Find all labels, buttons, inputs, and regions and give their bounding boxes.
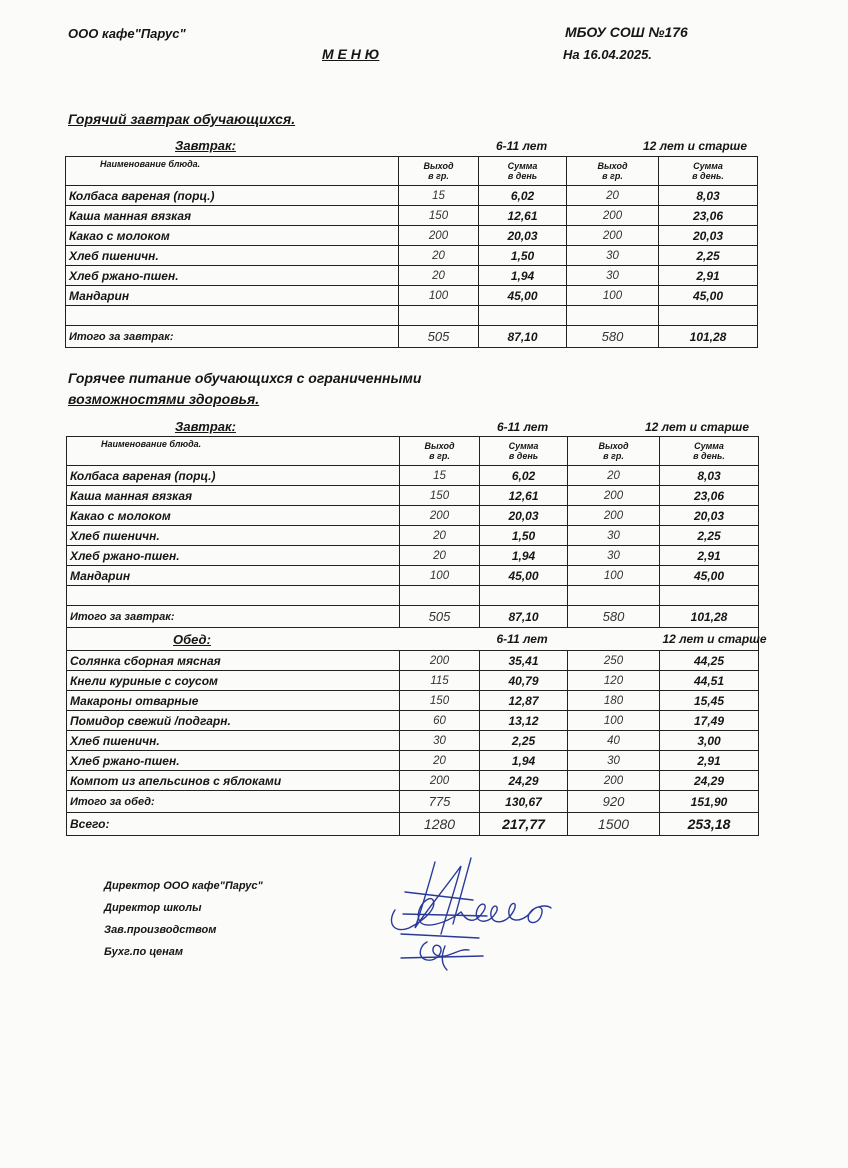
dish-output: 250 — [568, 651, 660, 671]
dish-sum: 2,25 — [660, 526, 759, 546]
dish-output: 30 — [567, 266, 659, 286]
dish-output: 200 — [568, 506, 660, 526]
lunch-meal-label: Обед: — [173, 631, 211, 647]
table-row — [67, 671, 759, 691]
dish-sum: 45,00 — [659, 286, 758, 306]
dish-sum: 2,91 — [659, 266, 758, 286]
table-row — [66, 266, 758, 286]
dish-output: 40 — [568, 731, 660, 751]
table-row — [67, 711, 759, 731]
dish-name: Колбаса вареная (порц.) — [67, 466, 400, 486]
dish-output: 100 — [568, 711, 660, 731]
dish-sum: 20,03 — [479, 226, 567, 246]
table-row — [67, 466, 759, 486]
dish-output: 20 — [567, 186, 659, 206]
col-output-header — [568, 437, 660, 466]
dish-sum: 15,45 — [660, 691, 759, 711]
dish-name: Каша манная вязкая — [66, 206, 399, 226]
dish-sum: 2,25 — [480, 731, 568, 751]
total-row — [66, 326, 758, 348]
dish-output: 100 — [399, 286, 479, 306]
dish-output: 30 — [567, 246, 659, 266]
col-sum-label-1: Сумма — [507, 161, 538, 171]
table-row — [67, 486, 759, 506]
table-header-row — [67, 437, 759, 466]
section2-title-line1: Горячее питание обучающихся с ограниченными — [68, 370, 422, 386]
dish-output: 200 — [400, 651, 480, 671]
col-sum-label-1: Сумма — [693, 161, 723, 171]
dish-sum: 45,00 — [480, 566, 568, 586]
blank-row — [66, 306, 758, 326]
dish-output: 180 — [568, 691, 660, 711]
total-row — [67, 606, 759, 628]
total-sum: 87,10 — [479, 326, 567, 348]
total-output: 505 — [399, 326, 479, 348]
col-output-label-2: в гр. — [603, 451, 624, 461]
dish-sum: 2,91 — [660, 751, 759, 771]
table-row — [67, 546, 759, 566]
col-output-label-1: Выход — [597, 161, 628, 171]
total-label: Итого за завтрак: — [67, 606, 400, 628]
total-sum: 101,28 — [659, 326, 758, 348]
table-row — [67, 526, 759, 546]
section2-title-line2: возможностями здоровья. — [68, 391, 260, 407]
menu-date: На 16.04.2025. — [563, 47, 652, 62]
dish-sum: 23,06 — [660, 486, 759, 506]
dish-output: 20 — [399, 246, 479, 266]
grand-total-row — [67, 813, 759, 836]
dish-sum: 1,94 — [480, 751, 568, 771]
table-row — [67, 751, 759, 771]
table-row — [66, 286, 758, 306]
dish-sum: 45,00 — [660, 566, 759, 586]
dish-sum: 8,03 — [659, 186, 758, 206]
section2-meal-label: Завтрак: — [175, 419, 236, 434]
dish-sum: 12,61 — [479, 206, 567, 226]
col-output-label-2: в гр. — [428, 171, 449, 181]
dish-sum: 20,03 — [659, 226, 758, 246]
col-sum-header — [659, 157, 758, 186]
col-name-header — [67, 437, 400, 466]
dish-output: 200 — [399, 226, 479, 246]
col-name-label: Наименование блюда. — [100, 159, 201, 169]
section1-breakfast-table — [65, 156, 758, 348]
lunch-age-group-2: 12 лет и старше — [662, 632, 767, 646]
dish-sum: 24,29 — [660, 771, 759, 791]
total-sum: 130,67 — [480, 791, 568, 813]
dish-output: 200 — [567, 226, 659, 246]
dish-sum: 44,25 — [660, 651, 759, 671]
dish-sum: 17,49 — [660, 711, 759, 731]
col-sum-label-2: в день. — [693, 451, 725, 461]
col-output-label-1: Выход — [598, 441, 629, 451]
dish-output: 20 — [399, 266, 479, 286]
dish-output: 30 — [568, 546, 660, 566]
dish-sum: 20,03 — [660, 506, 759, 526]
dish-output: 200 — [400, 771, 480, 791]
col-sum-header — [480, 437, 568, 466]
total-sum: 87,10 — [480, 606, 568, 628]
dish-sum: 6,02 — [480, 466, 568, 486]
dish-output: 200 — [567, 206, 659, 226]
dish-output: 15 — [399, 186, 479, 206]
total-label: Итого за завтрак: — [66, 326, 399, 348]
total-output: 505 — [400, 606, 480, 628]
col-sum-label-2: в день — [508, 451, 539, 461]
col-output-label-1: Выход — [423, 161, 454, 171]
col-output-header — [399, 157, 479, 186]
col-output-label-2: в гр. — [429, 451, 450, 461]
table-row — [67, 566, 759, 586]
signature-line-cafe-director: Директор ООО кафе"Парус" — [104, 880, 263, 892]
dish-name: Кнели куриные с соусом — [67, 671, 400, 691]
grand-total-output: 1500 — [568, 813, 660, 836]
handwritten-signature — [375, 850, 565, 975]
table-row — [66, 206, 758, 226]
dish-sum: 1,50 — [479, 246, 567, 266]
signature-line-accountant: Бухг.по ценам — [104, 946, 183, 958]
dish-name: Хлеб ржано-пшен. — [67, 546, 400, 566]
dish-sum: 1,50 — [480, 526, 568, 546]
dish-sum: 12,61 — [480, 486, 568, 506]
col-output-label-1: Выход — [424, 441, 455, 451]
total-row — [67, 791, 759, 813]
table-row — [66, 186, 758, 206]
dish-sum: 24,29 — [480, 771, 568, 791]
dish-name: Мандарин — [67, 566, 400, 586]
total-sum: 101,28 — [660, 606, 759, 628]
total-sum: 151,90 — [660, 791, 759, 813]
dish-name: Хлеб ржано-пшен. — [67, 751, 400, 771]
dish-name: Хлеб пшеничн. — [67, 526, 400, 546]
dish-name: Макароны отварные — [67, 691, 400, 711]
dish-output: 30 — [400, 731, 480, 751]
dish-output: 150 — [399, 206, 479, 226]
section1-meal-label: Завтрак: — [175, 138, 236, 153]
total-output: 775 — [400, 791, 480, 813]
table-row — [67, 731, 759, 751]
dish-sum: 1,94 — [480, 546, 568, 566]
dish-sum: 45,00 — [479, 286, 567, 306]
dish-name: Хлеб пшеничн. — [66, 246, 399, 266]
dish-name: Колбаса вареная (порц.) — [66, 186, 399, 206]
dish-sum: 2,91 — [660, 546, 759, 566]
dish-output: 30 — [568, 751, 660, 771]
dish-sum: 20,03 — [480, 506, 568, 526]
dish-sum: 40,79 — [480, 671, 568, 691]
col-name-label: Наименование блюда. — [101, 439, 202, 449]
col-sum-header — [660, 437, 759, 466]
total-label: Итого за обед: — [67, 791, 400, 813]
section2-age-group-2: 12 лет и старше — [645, 420, 750, 434]
lunch-subheader-row — [67, 628, 759, 651]
col-output-header — [567, 157, 659, 186]
menu-title: М Е Н Ю — [322, 46, 380, 62]
dish-sum: 2,25 — [659, 246, 758, 266]
total-output: 580 — [568, 606, 660, 628]
dish-sum: 6,02 — [479, 186, 567, 206]
signature-line-production-manager: Зав.производством — [104, 924, 217, 936]
dish-sum: 1,94 — [479, 266, 567, 286]
section1-age-group-2: 12 лет и старше — [643, 139, 748, 153]
col-sum-label-1: Сумма — [694, 441, 724, 451]
dish-output: 150 — [400, 691, 480, 711]
dish-output: 15 — [400, 466, 480, 486]
dish-sum: 35,41 — [480, 651, 568, 671]
table-row — [66, 226, 758, 246]
section2-menu-table — [66, 436, 767, 836]
school-name: МБОУ СОШ №176 — [565, 24, 688, 40]
dish-output: 20 — [568, 466, 660, 486]
dish-name: Помидор свежий /подгарн. — [67, 711, 400, 731]
grand-total-sum: 253,18 — [660, 813, 759, 836]
signature-line-school-director: Директор школы — [104, 902, 202, 914]
table-row — [67, 506, 759, 526]
col-sum-label-1: Сумма — [508, 441, 539, 451]
grand-total-label: Всего: — [67, 813, 400, 836]
dish-sum: 12,87 — [480, 691, 568, 711]
col-output-header — [400, 437, 480, 466]
section1-title: Горячий завтрак обучающихся. — [68, 111, 296, 127]
total-output: 920 — [568, 791, 660, 813]
dish-output: 100 — [567, 286, 659, 306]
dish-output: 150 — [400, 486, 480, 506]
grand-total-sum: 217,77 — [480, 813, 568, 836]
dish-output: 120 — [568, 671, 660, 691]
dish-sum: 3,00 — [660, 731, 759, 751]
lunch-age-group-1: 6-11 лет — [496, 632, 548, 646]
dish-output: 30 — [568, 526, 660, 546]
dish-output: 60 — [400, 711, 480, 731]
dish-output: 200 — [568, 486, 660, 506]
dish-output: 100 — [568, 566, 660, 586]
company-name: ООО кафе"Парус" — [68, 26, 186, 41]
dish-name: Солянка сборная мясная — [67, 651, 400, 671]
dish-output: 20 — [400, 526, 480, 546]
col-sum-label-2: в день — [507, 171, 538, 181]
grand-total-output: 1280 — [400, 813, 480, 836]
dish-output: 115 — [400, 671, 480, 691]
dish-output: 200 — [568, 771, 660, 791]
dish-name: Хлеб пшеничн. — [67, 731, 400, 751]
dish-name: Какао с молоком — [66, 226, 399, 246]
dish-sum: 8,03 — [660, 466, 759, 486]
section1-age-group-1: 6-11 лет — [496, 139, 548, 153]
dish-name: Какао с молоком — [67, 506, 400, 526]
total-output: 580 — [567, 326, 659, 348]
table-row — [67, 771, 759, 791]
table-row — [67, 651, 759, 671]
dish-name: Хлеб ржано-пшен. — [66, 266, 399, 286]
dish-sum: 23,06 — [659, 206, 758, 226]
dish-sum: 44,51 — [660, 671, 759, 691]
dish-name: Мандарин — [66, 286, 399, 306]
dish-output: 20 — [400, 546, 480, 566]
dish-output: 100 — [400, 566, 480, 586]
dish-output: 20 — [400, 751, 480, 771]
col-sum-header — [479, 157, 567, 186]
table-row — [66, 246, 758, 266]
col-output-label-2: в гр. — [602, 171, 623, 181]
dish-name: Каша манная вязкая — [67, 486, 400, 506]
blank-row — [67, 586, 759, 606]
table-header-row — [66, 157, 758, 186]
col-sum-label-2: в день. — [692, 171, 724, 181]
dish-output: 200 — [400, 506, 480, 526]
col-name-header — [66, 157, 399, 186]
dish-sum: 13,12 — [480, 711, 568, 731]
dish-name: Компот из апельсинов с яблоками — [67, 771, 400, 791]
table-row — [67, 691, 759, 711]
section2-age-group-1: 6-11 лет — [497, 420, 549, 434]
